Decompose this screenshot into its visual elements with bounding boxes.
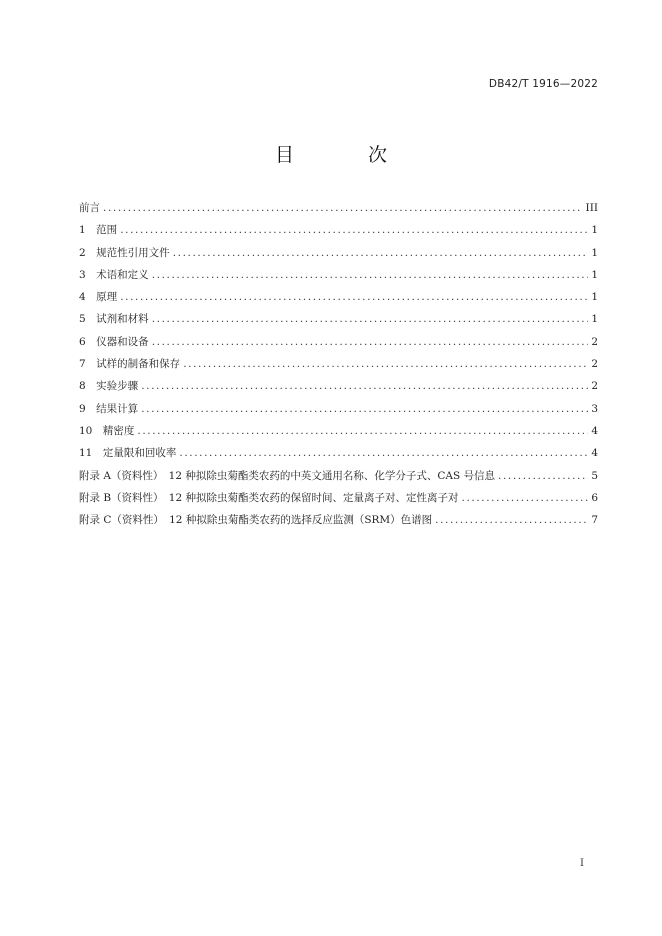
page-number: I	[580, 858, 584, 869]
toc-entry-page: 1	[591, 291, 598, 304]
toc-entry-terms-definitions[interactable]	[79, 267, 598, 289]
toc-leader-dots	[152, 267, 589, 283]
toc-entry-principle[interactable]	[79, 289, 598, 311]
toc-entry-page: III	[585, 202, 598, 214]
toc-entry-page: 1	[591, 246, 598, 259]
toc-entry-label: 5 试剂和材料	[79, 313, 149, 326]
toc-leader-dots	[120, 289, 588, 305]
toc-entry-page: 5	[591, 469, 598, 482]
toc-entry-label: 4 原理	[79, 291, 118, 304]
toc-leader-dots	[179, 445, 588, 461]
toc-entry-reagents-materials[interactable]	[79, 311, 598, 333]
toc-entry-appendix-c[interactable]	[79, 512, 598, 534]
toc-leader-dots	[435, 512, 588, 528]
toc-entry-label: 2 规范性引用文件	[79, 246, 170, 259]
toc-entry-label: 附录 A（资料性） 12 种拟除虫菊酯类农药的中英文通用名称、化学分子式、CAS 号信息	[79, 469, 496, 482]
toc-entry-label: 1 范围	[79, 224, 118, 237]
toc-leader-dots	[183, 356, 588, 372]
toc-entry-label: 11 定量限和回收率	[79, 447, 177, 460]
toc-leader-dots	[462, 490, 589, 506]
toc-leader-dots	[103, 200, 583, 216]
toc-leader-dots	[173, 245, 589, 261]
toc-entry-label: 7 试样的制备和保存	[79, 358, 181, 371]
toc-entry-page: 1	[591, 268, 598, 281]
toc-leader-dots	[152, 334, 589, 350]
toc-entry-label: 附录 B（资料性） 12 种拟除虫菊酯类农药的保留时间、定量离子对、定性离子对	[79, 491, 459, 504]
toc-entry-label: 3 术语和定义	[79, 268, 149, 281]
toc-entry-quantification-limit[interactable]	[79, 445, 598, 467]
toc-entry-appendix-a[interactable]	[79, 468, 598, 490]
standard-code: DB42/T 1916—2022	[488, 78, 598, 90]
toc-entry-experimental-steps[interactable]	[79, 378, 598, 400]
toc-leader-dots	[498, 468, 588, 484]
toc-entry-normative-references[interactable]	[79, 245, 598, 267]
toc-entry-label: 附录 C（资料性） 12 种拟除虫菊酯类农药的选择反应监测（SRM）色谱图	[79, 514, 433, 527]
toc-leader-dots	[152, 311, 589, 327]
toc-entry-page: 4	[591, 447, 598, 460]
toc-entry-precision[interactable]	[79, 423, 598, 445]
toc-entry-label: 10 精密度	[79, 424, 135, 437]
toc-leader-dots	[141, 378, 588, 394]
page-title: 目 次	[274, 144, 422, 166]
table-of-contents	[79, 200, 598, 534]
toc-entry-page: 1	[591, 224, 598, 237]
toc-entry-page: 3	[591, 402, 598, 415]
toc-entry-label: 8 实验步骤	[79, 380, 139, 393]
toc-entry-scope[interactable]	[79, 222, 598, 244]
toc-leader-dots	[141, 401, 588, 417]
toc-entry-page: 6	[591, 491, 598, 504]
toc-entry-sample-preparation[interactable]	[79, 356, 598, 378]
toc-entry-foreword[interactable]	[79, 200, 598, 222]
toc-entry-appendix-b[interactable]	[79, 490, 598, 512]
toc-entry-page: 2	[591, 335, 598, 348]
toc-entry-instruments-equipment[interactable]	[79, 334, 598, 356]
toc-entry-result-calculation[interactable]	[79, 401, 598, 423]
toc-leader-dots	[120, 222, 588, 238]
toc-entry-label: 前言	[79, 202, 100, 214]
toc-entry-label: 9 结果计算	[79, 402, 139, 415]
toc-entry-page: 2	[591, 358, 598, 371]
toc-entry-page: 2	[591, 380, 598, 393]
toc-entry-page: 4	[591, 424, 598, 437]
toc-leader-dots	[137, 423, 588, 439]
toc-entry-label: 6 仪器和设备	[79, 335, 149, 348]
toc-entry-page: 7	[591, 514, 598, 527]
toc-entry-page: 1	[591, 313, 598, 326]
